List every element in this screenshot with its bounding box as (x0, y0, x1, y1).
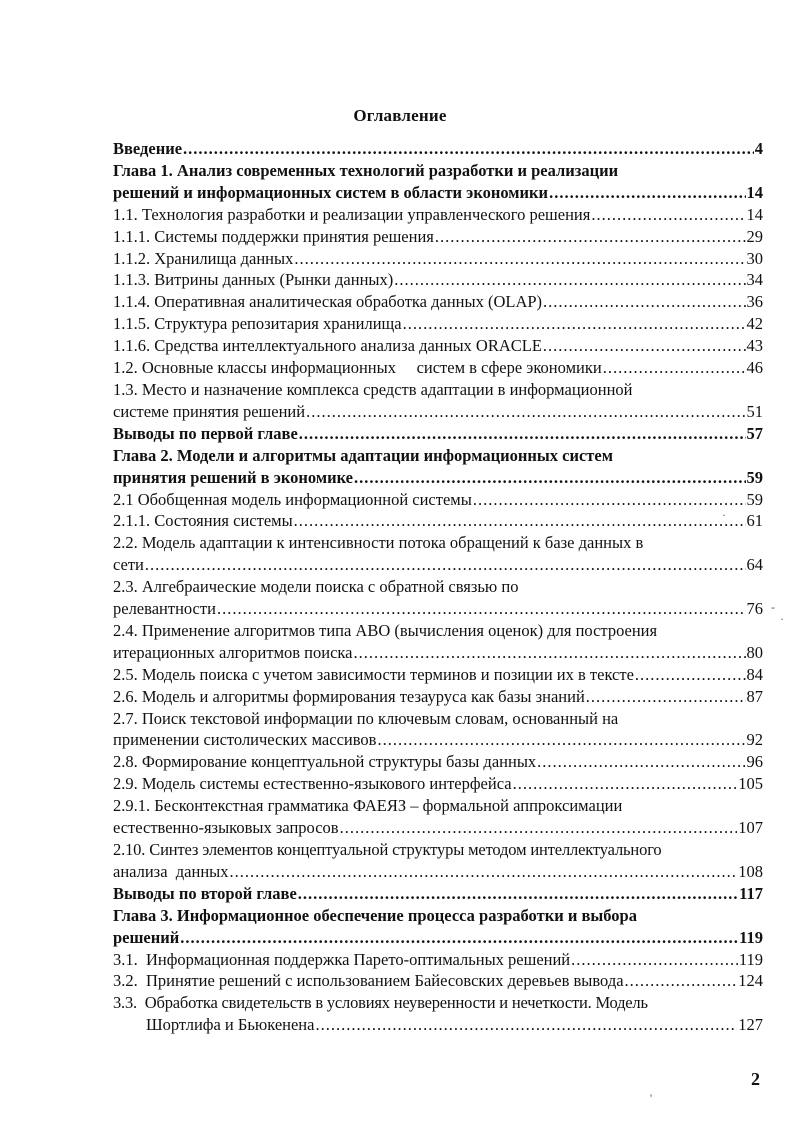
toc-entry-3-1: 3.1. Информационная поддержка Парето-оптимальных решений ..... 119 (113, 949, 763, 971)
toc-entry-chapter-2-line-1: Глава 2. Модели и алгоритмы адаптации информационных систем (113, 445, 613, 465)
toc-entry-2-1-1: 2.1.1. Состояния системы ..... 61 (113, 510, 763, 532)
toc-entry-chapter-1-line-1: Глава 1. Анализ современных технологий разработки и реализации (113, 160, 619, 180)
toc-entry-conclusions-1: Выводы по первой главе ..... 57 (113, 423, 763, 445)
toc-entry-2-1: 2.1 Обобщенная модель информационной системы ..... 59 (113, 489, 763, 511)
toc-entry-chapter-3: решений ..... 119 (113, 927, 763, 949)
toc-entry-chapter-3-line-1: Глава 3. Информационное обеспечение процесса разработки и выбора (113, 905, 637, 925)
toc-entry-2-9-1: естественно-языковых запросов ..... 107 (113, 817, 763, 839)
toc-title: Оглавление (353, 106, 447, 125)
toc-entry-1-1-5: 1.1.5. Структура репозитария хранилища ..... 42 (113, 313, 763, 335)
toc-entry-1-3: системе принятия решений ..... 51 (113, 401, 763, 423)
scan-speck: - (771, 600, 775, 614)
toc-entry-2-4-line-1: 2.4. Применение алгоритмов типа АВО (вычисления оценок) для построения (113, 620, 658, 640)
toc-entry-2-10-line-1: 2.10. Синтез элементов концептуальной структуры методом интеллектуального (113, 840, 662, 859)
toc-entry-1-1-1: 1.1.1. Системы поддержки принятия решения ..... 29 (113, 226, 763, 248)
toc-entry-2-4: итерационных алгоритмов поиска ..... 80 (113, 642, 763, 664)
toc-entry-1-1-2: 1.1.2. Хранилища данных ..... 30 (113, 248, 763, 270)
toc-entry-2-2-line-1: 2.2. Модель адаптации к интенсивности потока обращений к базе данных в (113, 533, 644, 553)
page-number: 2 (751, 1069, 760, 1089)
toc-entry-3-3-line-1: 3.3. Обработка свидетельств в условиях неуверенности и нечеткости. Модель (113, 993, 648, 1013)
toc-entry-chapter-1: решений и информационных систем в области экономики ..... 14 (113, 182, 763, 204)
scan-speck: · (780, 612, 784, 626)
toc-entry-introduction: Введение ..... 4 (113, 138, 763, 160)
toc-entry-1-3-line-1: 1.3. Место и назначение комплекса средств адаптации в информационной (113, 379, 633, 399)
toc-entry-2-5: 2.5. Модель поиска с учетом зависимости терминов и позиции их в тексте ..... 84 (113, 664, 763, 686)
toc-entry-3-3: Шортлифа и Бьюкенена ..... 127 (113, 1014, 763, 1036)
toc-entry-1-1: 1.1. Технология разработки и реализации управленческого решения ..... 14 (113, 204, 763, 226)
toc-entry-2-7: применении систолических массивов ..... 92 (113, 729, 763, 751)
toc-entry-2-3-line-1: 2.3. Алгебраические модели поиска с обратной связью по (113, 577, 519, 597)
toc-entry-1-2: 1.2. Основные классы информационных систем в сфере экономики ..... 46 (113, 357, 763, 379)
toc-entry-2-2: сети ..... 64 (113, 554, 763, 576)
toc-entry-2-8: 2.8. Формирование концептуальной структуры базы данных ..... 96 (113, 751, 763, 773)
toc-entry-2-6: 2.6. Модель и алгоритмы формирования тезауруса как базы знаний ..... 87 (113, 686, 763, 708)
scan-speck: · (722, 508, 726, 522)
toc-entry-1-1-6: 1.1.6. Средства интеллектуального анализа данных ORACLE ..... 43 (113, 335, 763, 357)
table-of-contents (113, 138, 763, 1036)
toc-entry-3-2: 3.2. Принятие решений с использованием Байесовских деревьев вывода ..... 124 (113, 970, 763, 992)
toc-entry-1-1-4: 1.1.4. Оперативная аналитическая обработка данных (OLAP) ..... 36 (113, 291, 763, 313)
toc-entry-2-3: релевантности ..... 76 (113, 598, 763, 620)
toc-entry-2-9-1-line-1: 2.9.1. Бесконтекстная грамматика ФАЕЯЗ – формальной аппроксимации (113, 796, 623, 816)
toc-entry-2-9: 2.9. Модель системы естественно-языкового интерфейса ..... 105 (113, 773, 763, 795)
toc-entry-conclusions-2: Выводы по второй главе ..... 117 (113, 883, 763, 905)
scan-speck: ' (650, 1091, 653, 1105)
toc-entry-2-7-line-1: 2.7. Поиск текстовой информации по ключевым словам, основанный на (113, 708, 619, 728)
toc-entry-chapter-2: принятия решений в экономике ..... 59 (113, 467, 763, 489)
toc-entry-1-1-3: 1.1.3. Витрины данных (Рынки данных) ..... 34 (113, 269, 763, 291)
toc-entry-2-10: анализа данных ..... 108 (113, 861, 763, 883)
